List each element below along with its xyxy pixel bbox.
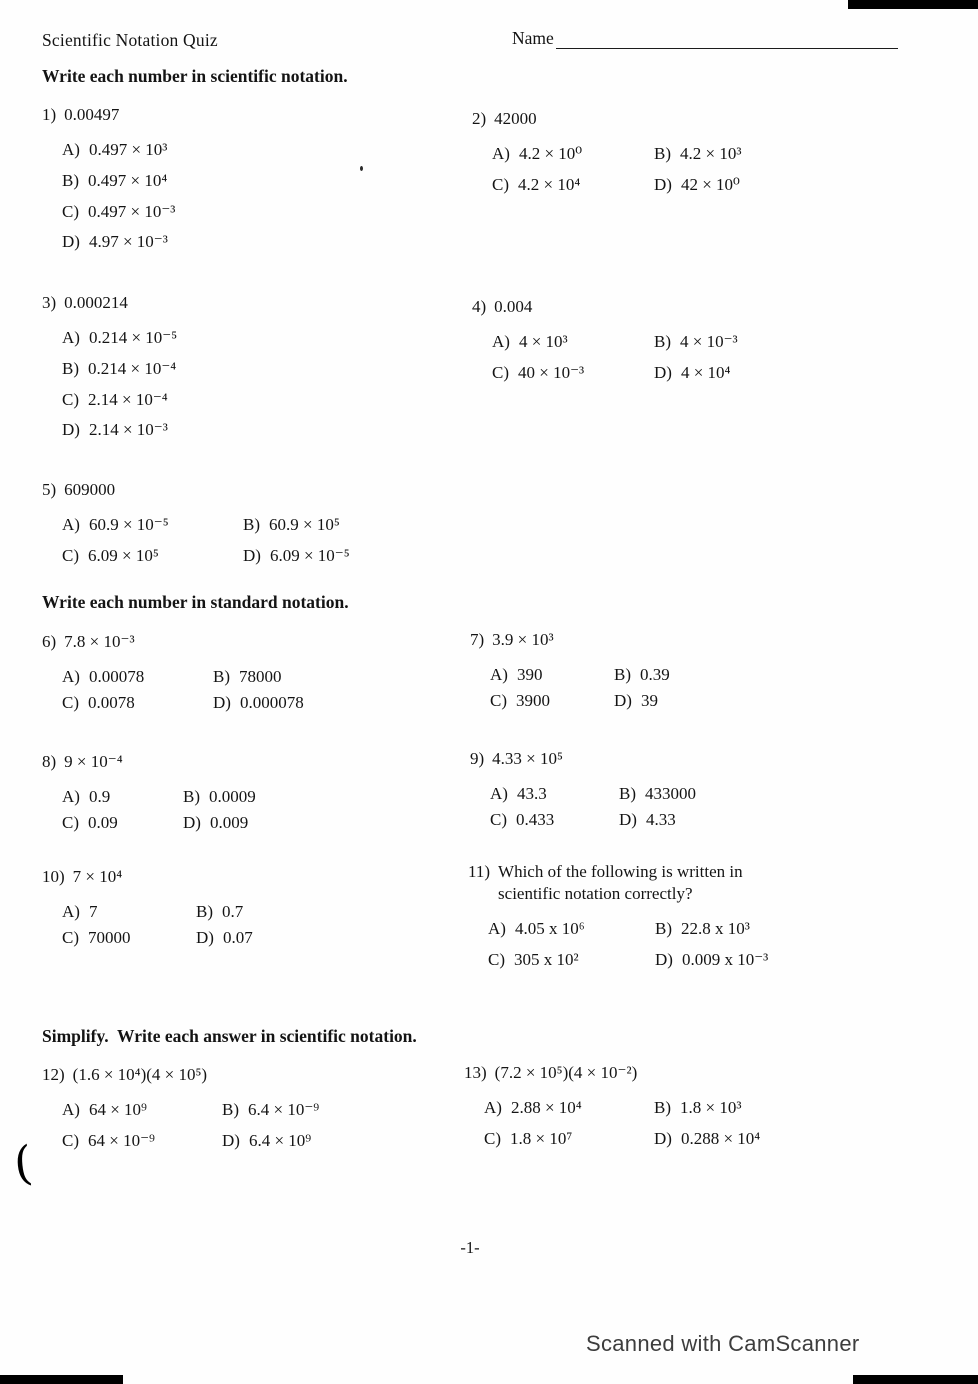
choice-label: A): [490, 665, 508, 685]
choice-label: D): [243, 546, 261, 566]
question-number: 12): [42, 1065, 65, 1084]
choices: [62, 514, 350, 567]
choice-label: C): [62, 389, 79, 409]
scan-artifact-bar-bottom-left: [0, 1375, 123, 1384]
answer-choice: [62, 666, 213, 687]
choices: [484, 1097, 760, 1150]
choice-label: D): [654, 175, 672, 195]
pen-mark: (: [11, 1135, 35, 1191]
choice-label: A): [62, 328, 80, 348]
question-prompt: [42, 866, 253, 888]
question-text: 7 × 10⁴: [72, 867, 123, 886]
answer-choice: [492, 174, 654, 195]
answer-choice: [490, 809, 619, 830]
answer-choice: [492, 143, 654, 164]
choice-text: 7: [88, 902, 98, 922]
choice-text: 0.0009: [209, 787, 256, 807]
choices: [490, 783, 696, 830]
choice-text: 40 × 10⁻³: [518, 363, 585, 383]
answer-choice: [62, 901, 196, 922]
question-text: 0.000214: [64, 293, 128, 312]
answer-choice: [62, 419, 177, 440]
question-number: 3): [42, 293, 57, 312]
choice-text: 4.97 × 10⁻³: [88, 232, 168, 252]
question-8: [42, 751, 256, 833]
choice-label: A): [492, 332, 510, 352]
choice-text: 0.00078: [88, 667, 145, 687]
question-number: 11): [468, 862, 491, 881]
choice-label: B): [654, 332, 671, 352]
choice-text: 70000: [88, 927, 131, 947]
choice-text: 6.09 × 10⁻⁵: [269, 546, 350, 566]
choice-text: 0.214 × 10⁻⁵: [88, 328, 178, 348]
choices: [490, 664, 670, 711]
choices: [62, 139, 175, 253]
choice-label: D): [196, 927, 214, 947]
question-prompt: [468, 861, 818, 905]
name-label: Name: [512, 28, 554, 48]
scan-artifact-bar-top-right: [848, 0, 978, 9]
answer-choice: [183, 786, 256, 807]
choice-label: A): [488, 919, 506, 939]
choice-label: D): [654, 363, 672, 383]
choice-text: 4 × 10⁻³: [680, 332, 738, 352]
choice-text: 6.4 × 10⁻⁹: [248, 1100, 320, 1120]
question-7: [470, 629, 670, 711]
choice-label: A): [62, 902, 80, 922]
question-text: (7.2 × 10⁵)(4 × 10⁻²): [494, 1063, 638, 1082]
choice-text: 0.009: [209, 812, 249, 832]
choices: [488, 918, 818, 971]
section-heading-1: Write each number in scientific notation.: [42, 66, 348, 86]
question-9: [470, 748, 696, 830]
choice-label: A): [62, 667, 80, 687]
question-text: (1.6 × 10⁴)(4 × 10⁵): [72, 1065, 208, 1084]
choice-text: 3900: [516, 690, 550, 710]
question-text: 7.8 × 10⁻³: [64, 632, 135, 651]
choice-text: 42 × 10⁰: [680, 175, 740, 195]
question-number: 6): [42, 632, 57, 651]
choice-label: B): [222, 1100, 239, 1120]
choice-label: A): [484, 1098, 502, 1118]
question-prompt: [42, 479, 350, 501]
question-2: [472, 108, 741, 196]
answer-choice: [490, 664, 614, 685]
choice-text: 2.14 × 10⁻⁴: [88, 389, 168, 409]
choice-label: A): [62, 787, 80, 807]
choice-text: 4 × 10³: [518, 332, 568, 352]
choices: [492, 331, 738, 384]
choice-label: D): [222, 1131, 240, 1151]
choice-text: 4.2 × 10³: [680, 144, 742, 164]
question-text: 0.00497: [64, 105, 120, 124]
answer-choice: [62, 1130, 222, 1151]
choice-label: C): [490, 690, 507, 710]
choice-text: 22.8 x 10³: [681, 919, 750, 939]
choice-label: A): [490, 784, 508, 804]
answer-choice: [62, 514, 243, 535]
question-12: [42, 1064, 319, 1152]
choice-text: 0.288 × 10⁴: [680, 1129, 761, 1149]
question-1: [42, 104, 175, 262]
section-heading-3: Simplify. Write each answer in scientific notation.: [42, 1026, 417, 1046]
choice-label: A): [62, 515, 80, 535]
answer-choice: [196, 927, 253, 948]
choice-text: 0.7: [222, 902, 244, 922]
choices: [62, 1099, 319, 1152]
answer-choice: [62, 231, 175, 252]
choice-label: C): [62, 1131, 79, 1151]
choice-text: 0.009 x 10⁻³: [681, 950, 769, 970]
answer-choice: [654, 174, 741, 195]
choice-text: 4.05 x 10⁶: [514, 919, 585, 939]
answer-choice: [213, 666, 304, 687]
choice-text: 0.09: [88, 812, 118, 832]
choice-text: 2.88 × 10⁴: [510, 1098, 582, 1118]
answer-choice: [62, 545, 243, 566]
choice-label: D): [183, 812, 201, 832]
answer-choice: [654, 331, 738, 352]
choice-text: 39: [640, 690, 658, 710]
question-prompt: [470, 629, 670, 651]
choice-label: B): [183, 787, 200, 807]
page-number: -1-: [460, 1238, 480, 1257]
answer-choice: [654, 1097, 760, 1118]
question-6: [42, 631, 304, 713]
answer-choice: [62, 201, 175, 222]
answer-choice: [213, 692, 304, 713]
answer-choice: [488, 949, 655, 970]
choices: [492, 143, 741, 196]
choice-text: 0.9: [88, 787, 111, 807]
choice-text: 60.9 × 10⁵: [269, 515, 340, 535]
choice-text: 390: [516, 665, 543, 685]
choice-label: C): [62, 812, 79, 832]
section-heading-2: Write each number in standard notation.: [42, 592, 349, 612]
question-5: [42, 479, 350, 567]
answer-choice: [492, 331, 654, 352]
answer-choice: [488, 918, 655, 939]
choice-label: D): [213, 692, 231, 712]
answer-choice: [655, 949, 818, 970]
choice-text: 64 × 10⁹: [88, 1100, 147, 1120]
choice-text: 4.2 × 10⁴: [518, 175, 581, 195]
question-text: 42000: [494, 109, 537, 128]
answer-choice: [62, 692, 213, 713]
choice-label: C): [62, 927, 79, 947]
question-prompt: [42, 631, 304, 653]
question-text: 3.9 × 10³: [492, 630, 554, 649]
question-prompt: [42, 292, 177, 314]
answer-choice: [62, 389, 177, 410]
choice-text: 6.4 × 10⁹: [248, 1131, 312, 1151]
choice-label: D): [655, 950, 673, 970]
choice-label: C): [62, 692, 79, 712]
question-10: [42, 866, 253, 948]
choice-label: C): [62, 546, 79, 566]
choices: [62, 901, 253, 948]
choice-text: 0.433: [516, 809, 555, 829]
choice-text: 0.497 × 10³: [88, 140, 168, 160]
choice-text: 6.09 × 10⁵: [88, 546, 159, 566]
choice-label: A): [62, 140, 80, 160]
answer-choice: [654, 143, 741, 164]
answer-choice: [490, 783, 619, 804]
choice-text: 0.39: [640, 665, 670, 685]
name-field: [512, 28, 898, 49]
choice-text: 60.9 × 10⁻⁵: [88, 515, 169, 535]
question-prompt: [42, 751, 256, 773]
choice-text: 43.3: [516, 784, 547, 804]
answer-choice: [614, 664, 670, 685]
name-blank-line: [556, 30, 898, 49]
camscanner-watermark: Scanned with CamScanner: [586, 1331, 860, 1356]
question-number: 5): [42, 480, 57, 499]
question-11: [468, 861, 818, 971]
choice-label: D): [619, 809, 637, 829]
choice-label: B): [62, 170, 79, 190]
answer-choice: [654, 362, 738, 383]
answer-choice: [222, 1099, 319, 1120]
choice-label: D): [614, 690, 632, 710]
question-text: 9 × 10⁻⁴: [64, 752, 123, 771]
answer-choice: [62, 927, 196, 948]
answer-choice: [614, 690, 670, 711]
document-title: Scientific Notation Quiz: [42, 30, 218, 50]
question-number: 9): [470, 749, 485, 768]
question-number: 7): [470, 630, 485, 649]
choice-text: 64 × 10⁻⁹: [88, 1131, 155, 1151]
choice-label: C): [488, 950, 505, 970]
answer-choice: [484, 1128, 654, 1149]
choices: [62, 786, 256, 833]
choice-text: 305 x 10²: [514, 950, 579, 970]
answer-choice: [62, 139, 175, 160]
choice-label: C): [492, 363, 509, 383]
question-13: [464, 1062, 760, 1150]
question-text: 0.004: [494, 297, 533, 316]
question-number: 4): [472, 297, 487, 316]
choice-label: B): [655, 919, 672, 939]
answer-choice: [62, 1099, 222, 1120]
choice-text: 4.33: [645, 809, 676, 829]
question-prompt: [472, 296, 738, 318]
question-3: [42, 292, 177, 450]
answer-choice: [62, 812, 183, 833]
choice-label: D): [62, 420, 80, 440]
choice-text: 0.0078: [88, 692, 135, 712]
answer-choice: [243, 545, 350, 566]
choices: [62, 327, 177, 441]
choice-label: B): [614, 665, 631, 685]
choice-text: 0.214 × 10⁻⁴: [88, 358, 177, 378]
question-number: 2): [472, 109, 487, 128]
choice-label: B): [196, 902, 213, 922]
choice-label: B): [213, 667, 230, 687]
choice-label: A): [62, 1100, 80, 1120]
question-prompt: [42, 104, 175, 126]
choice-label: D): [654, 1129, 672, 1149]
question-prompt: [470, 748, 696, 770]
question-text: 609000: [64, 480, 116, 499]
choice-text: 0.07: [222, 927, 253, 947]
answer-choice: [183, 812, 256, 833]
choice-text: 0.000078: [239, 692, 304, 712]
answer-choice: [654, 1128, 760, 1149]
choice-text: 4.2 × 10⁰: [518, 144, 583, 164]
question-number: 8): [42, 752, 57, 771]
question-4: [472, 296, 738, 384]
choice-text: 433000: [645, 784, 696, 804]
choice-label: C): [484, 1129, 501, 1149]
question-number: 10): [42, 867, 65, 886]
answer-choice: [619, 783, 696, 804]
answer-choice: [243, 514, 350, 535]
answer-choice: [490, 690, 614, 711]
answer-choice: [62, 170, 175, 191]
scan-speck: [360, 166, 363, 171]
answer-choice: [62, 358, 177, 379]
choice-label: A): [492, 144, 510, 164]
choice-text: 2.14 × 10⁻³: [88, 420, 168, 440]
question-prompt: [472, 108, 741, 130]
question-text: 4.33 × 10⁵: [492, 749, 563, 768]
answer-choice: [62, 327, 177, 348]
question-number: 13): [464, 1063, 487, 1082]
question-number: 1): [42, 105, 57, 124]
answer-choice: [484, 1097, 654, 1118]
answer-choice: [222, 1130, 319, 1151]
choice-text: 1.8 × 10⁷: [510, 1129, 573, 1149]
question-text: Which of the following is written in scientific notation correctly?: [498, 862, 743, 904]
choice-label: C): [490, 809, 507, 829]
choice-label: C): [492, 175, 509, 195]
answer-choice: [619, 809, 696, 830]
choice-text: 0.497 × 10⁴: [88, 170, 168, 190]
choices: [62, 666, 304, 713]
choice-label: B): [619, 784, 636, 804]
answer-choice: [196, 901, 253, 922]
choice-label: C): [62, 201, 79, 221]
choice-text: 78000: [239, 667, 282, 687]
choice-label: B): [654, 144, 671, 164]
question-prompt: [464, 1062, 760, 1084]
answer-choice: [62, 786, 183, 807]
answer-choice: [492, 362, 654, 383]
choice-label: B): [243, 515, 260, 535]
choice-text: 1.8 × 10³: [680, 1098, 742, 1118]
choice-label: D): [62, 232, 80, 252]
scan-artifact-bar-bottom-right: [853, 1375, 978, 1384]
answer-choice: [655, 918, 818, 939]
question-prompt: [42, 1064, 319, 1086]
choice-text: 0.497 × 10⁻³: [88, 201, 176, 221]
choice-label: B): [654, 1098, 671, 1118]
choice-label: B): [62, 358, 79, 378]
choice-text: 4 × 10⁴: [680, 363, 731, 383]
